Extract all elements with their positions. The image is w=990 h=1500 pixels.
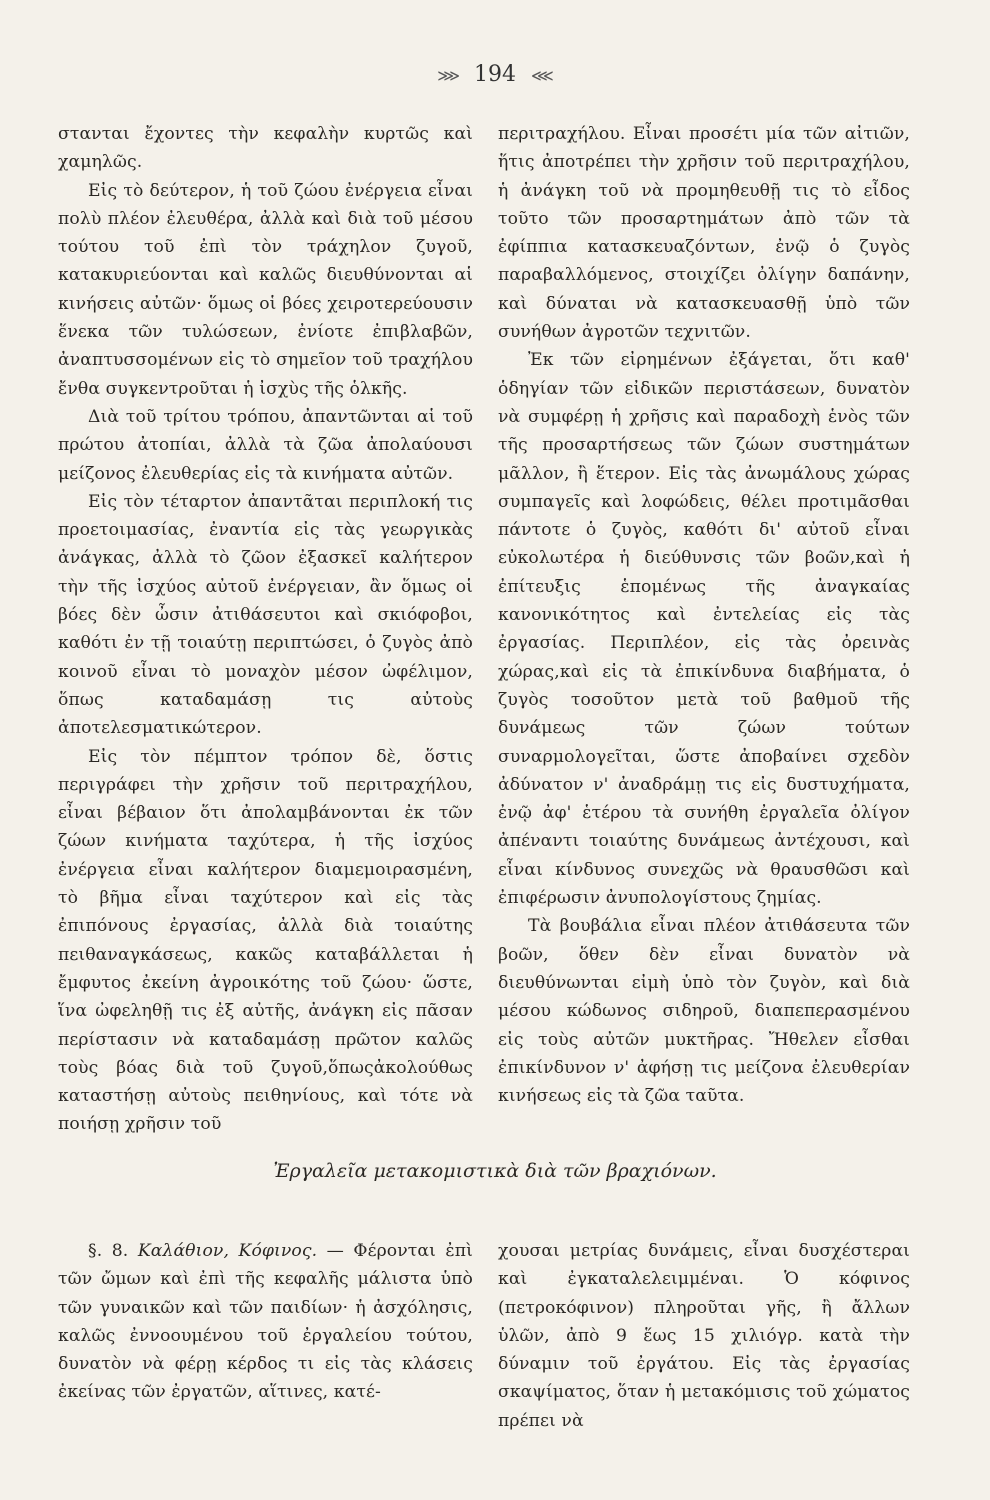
left-column-bottom (58, 1237, 473, 1407)
paragraph: Ἐκ τῶν εἰρημένων ἐξάγεται, ὅτι καθ' ὁδηγίαν τῶν εἰδικῶν περιστάσεων, δυνατὸν νὰ συμφέρῃ ἡ χρῆσις καὶ παραδοχὴ ἑνὸς τῶν τῆς προσαρτήσεως τῶν ζώων συστημάτων μᾶλλον, ἢ ἕτερον. Εἰς τὰς ἀνωμάλους χώρας συμπαγεῖς καὶ λοφώδεις, θέλει προτιμᾶσθαι πάντοτε ὁ ζυγὸς, καθότι δι' αὐτοῦ εἶναι εὐκολωτέρα ἡ διεύθυνσις τῶν βοῶν,καὶ ἡ ἐπίτευξις ἑπομένως τῆς ἀναγκαίας κανονικότητος καὶ ἐντελείας εἰς τὰς ἐργασίας. Περιπλέον, εἰς τὰς ὀρεινὰς χώρας,καὶ εἰς τὰ ἐπικίνδυνα διαβήματα, ὁ ζυγὸς τοσοῦτον μετὰ τοῦ βαθμοῦ τῆς δυνάμεως τῶν ζώων τούτων συναρμολογεῖται, ὥστε ἀποβαίνει σχεδὸν ἀδύνατον ν' ἀναδράμῃ τις εἰς δυστυχήματα, ἐνῷ ἀφ' ἑτέρου τὰ συνήθη ἐργαλεῖα ὀλίγον ἀπέναντι τοιαύτης δυνάμεως ἀντέχουσι, καὶ εἶναι κίνδυνος συνεχῶς νὰ θραυσθῶσι καὶ ἐπιφέρωσιν ἀνυπολογίστους ζημίας. (498, 350, 910, 909)
section-name: Καλάθιον, Κόφινος. (137, 1241, 318, 1261)
paragraph: Διὰ τοῦ τρίτου τρόπου, ἀπαντῶνται αἱ τοῦ πρώτου ἀτοπίαι, ἀλλὰ τὰ ζῶα ἀπολαύουσι μείζονος ἐλευθερίας εἰς τὰ κινήματα αὐτῶν. (58, 406, 473, 484)
ornament-left-icon: ⋙ (437, 66, 459, 85)
section-heading: Ἐργαλεῖα μετακομιστικὰ διὰ τῶν βραχιόνων. (273, 1160, 717, 1182)
paragraph (58, 1237, 473, 1407)
paragraph: περιτραχήλου. Εἶναι προσέτι μία τῶν αἰτιῶν, ἥτις ἀποτρέπει τὴν χρῆσιν τοῦ περιτραχήλου, ἡ ἀνάγκη τοῦ νὰ προμηθευθῇ τις τὸ εἶδος τοῦτο τῶν προσαρτημάτων ἀπὸ τῶν τὰ ἐφίππια κατασκευαζόντων, ἐνῷ ὁ ζυγὸς παραβαλλόμενος, στοιχίζει ὀλίγην δαπάνην, καὶ δύναται νὰ κατασκευασθῇ ὑπὸ τῶν συνήθων ἀγροτῶν τεχνιτῶν. (498, 124, 910, 343)
right-column-top (498, 120, 910, 1110)
page-number: 194 (474, 62, 516, 87)
section-number: §. 8. (88, 1241, 129, 1261)
page-header (0, 62, 990, 87)
section-body: — Φέρονται ἐπὶ τῶν ὤμων καὶ ἐπὶ τῆς κεφαλῆς μάλιστα ὑπὸ τῶν γυναικῶν καὶ τῶν παιδίων· ἡ ἀσχόλησις, καλῶς ἐννοουμένου τοῦ ἐργαλείου τούτου, δυνατὸν νὰ φέρῃ κέρδος τι εἰς τὰς κλάσεις ἐκείνας τῶν ἐργατῶν, αἵτινες, κατέ- (58, 1241, 473, 1403)
paragraph: χουσαι μετρίας δυνάμεις, εἶναι δυσχέστεραι καὶ ἐγκαταλελειμμέναι. Ὁ κόφινος (πετροκόφινον) πληροῦται γῆς, ἢ ἄλλων ὑλῶν, ἀπὸ 9 ἕως 15 χιλιόγρ. κατὰ τὴν δύναμιν τοῦ ἐργάτου. Εἰς τὰς ἐργασίας σκαψίματος, ὅταν ἡ μετακόμισις τοῦ χώματος πρέπει νὰ (498, 1241, 910, 1431)
paragraph: Εἰς τὸν πέμπτον τρόπον δὲ, ὅστις περιγράφει τὴν χρῆσιν τοῦ περιτραχήλου, εἶναι βέβαιον ὅτι ἀπολαμβάνονται ἐκ τῶν ζώων κινήματα ταχύτερα, ἡ τῆς ἰσχύος ἐνέργεια εἶναι καλήτερον διαμεμοιρασμένη, τὸ βῆμα εἶναι ταχύτερον καὶ εἰς τὰς ἐπιπόνους ἐργασίας, ἀλλὰ διὰ τοιαύτης πειθαναγκάσεως, κακῶς καταβάλλεται ἡ ἔμφυτος ἐκείνη ἀγροικότης τοῦ ζώου· ὥστε, ἵνα ὠφεληθῇ τις ἐξ αὐτῆς, ἀνάγκη εἰς πᾶσαν περίστασιν νὰ καταδαμάσῃ πρῶτον καλῶς τοὺς βόας διὰ τοῦ ζυγοῦ,ὅπωςἀκολούθως καταστήσῃ αὐτοὺς πειθηνίους, καὶ τότε νὰ ποιήσῃ χρῆσιν τοῦ (58, 746, 473, 1135)
right-column-bottom (498, 1237, 910, 1435)
ornament-right-icon: ⋘ (531, 66, 553, 85)
left-column-top (58, 120, 473, 1139)
paragraph: Εἰς τὸν τέταρτον ἀπαντᾶται περιπλοκή τις προετοιμασίας, ἐναντία εἰς τὰς γεωργικὰς ἀνάγκας, ἀλλὰ τὸ ζῶον ἐξασκεῖ καλήτερον τὴν τῆς ἰσχύος αὐτοῦ ἐνέργειαν, ἂν ὅμως οἱ βόες δὲν ὦσιν ἀτιθάσευτοι καὶ σκιόφοβοι, καθότι ἐν τῇ τοιαύτῃ περιπτώσει, ὁ ζυγὸς ἀπὸ κοινοῦ εἶναι τὸ μοναχὸν μέσον ὠφέλιμον, ὅπως καταδαμάσῃ τις αὐτοὺς ἀποτελεσματικώτερον. (58, 491, 473, 739)
paragraph: Τὰ βουβάλια εἶναι πλέον ἀτιθάσευτα τῶν βοῶν, ὅθεν δὲν εἶναι δυνατὸν νὰ διευθύνωνται εἰμὴ ὑπὸ τὸν ζυγὸν, καὶ διὰ μέσου κώδωνος σιδηροῦ, διαπεπερασμένου εἰς τοὺς αὐτῶν μυκτῆρας. Ἤθελεν εἶσθαι ἐπικίνδυνον ν' ἀφήσῃ τις μείζονα ἐλευθερίαν κινήσεως εἰς τὰ ζῶα ταῦτα. (498, 916, 910, 1107)
paragraph: Εἰς τὸ δεύτερον, ἡ τοῦ ζώου ἐνέργεια εἶναι πολὺ πλέον ἐλευθέρα, ἀλλὰ καὶ διὰ τοῦ μέσου τούτου τοῦ ἐπὶ τὸν τράχηλον ζυγοῦ, κατακυριεύονται καὶ καλῶς διευθύνονται αἱ κινήσεις αὐτῶν· ὅμως οἱ βόες χειροτερεύουσιν ἕνεκα τῶν τυλώσεων, ἐνίοτε ἐπιβλαβῶν, ἀναπτυσσομένων εἰς τὸ σημεῖον τοῦ τραχήλου ἔνθα συγκεντροῦται ἡ ἰσχὺς τῆς ὁλκῆς. (58, 180, 473, 399)
paragraph: στανται ἔχοντες τὴν κεφαλὴν κυρτῶς καὶ χαμηλῶς. (58, 124, 473, 173)
